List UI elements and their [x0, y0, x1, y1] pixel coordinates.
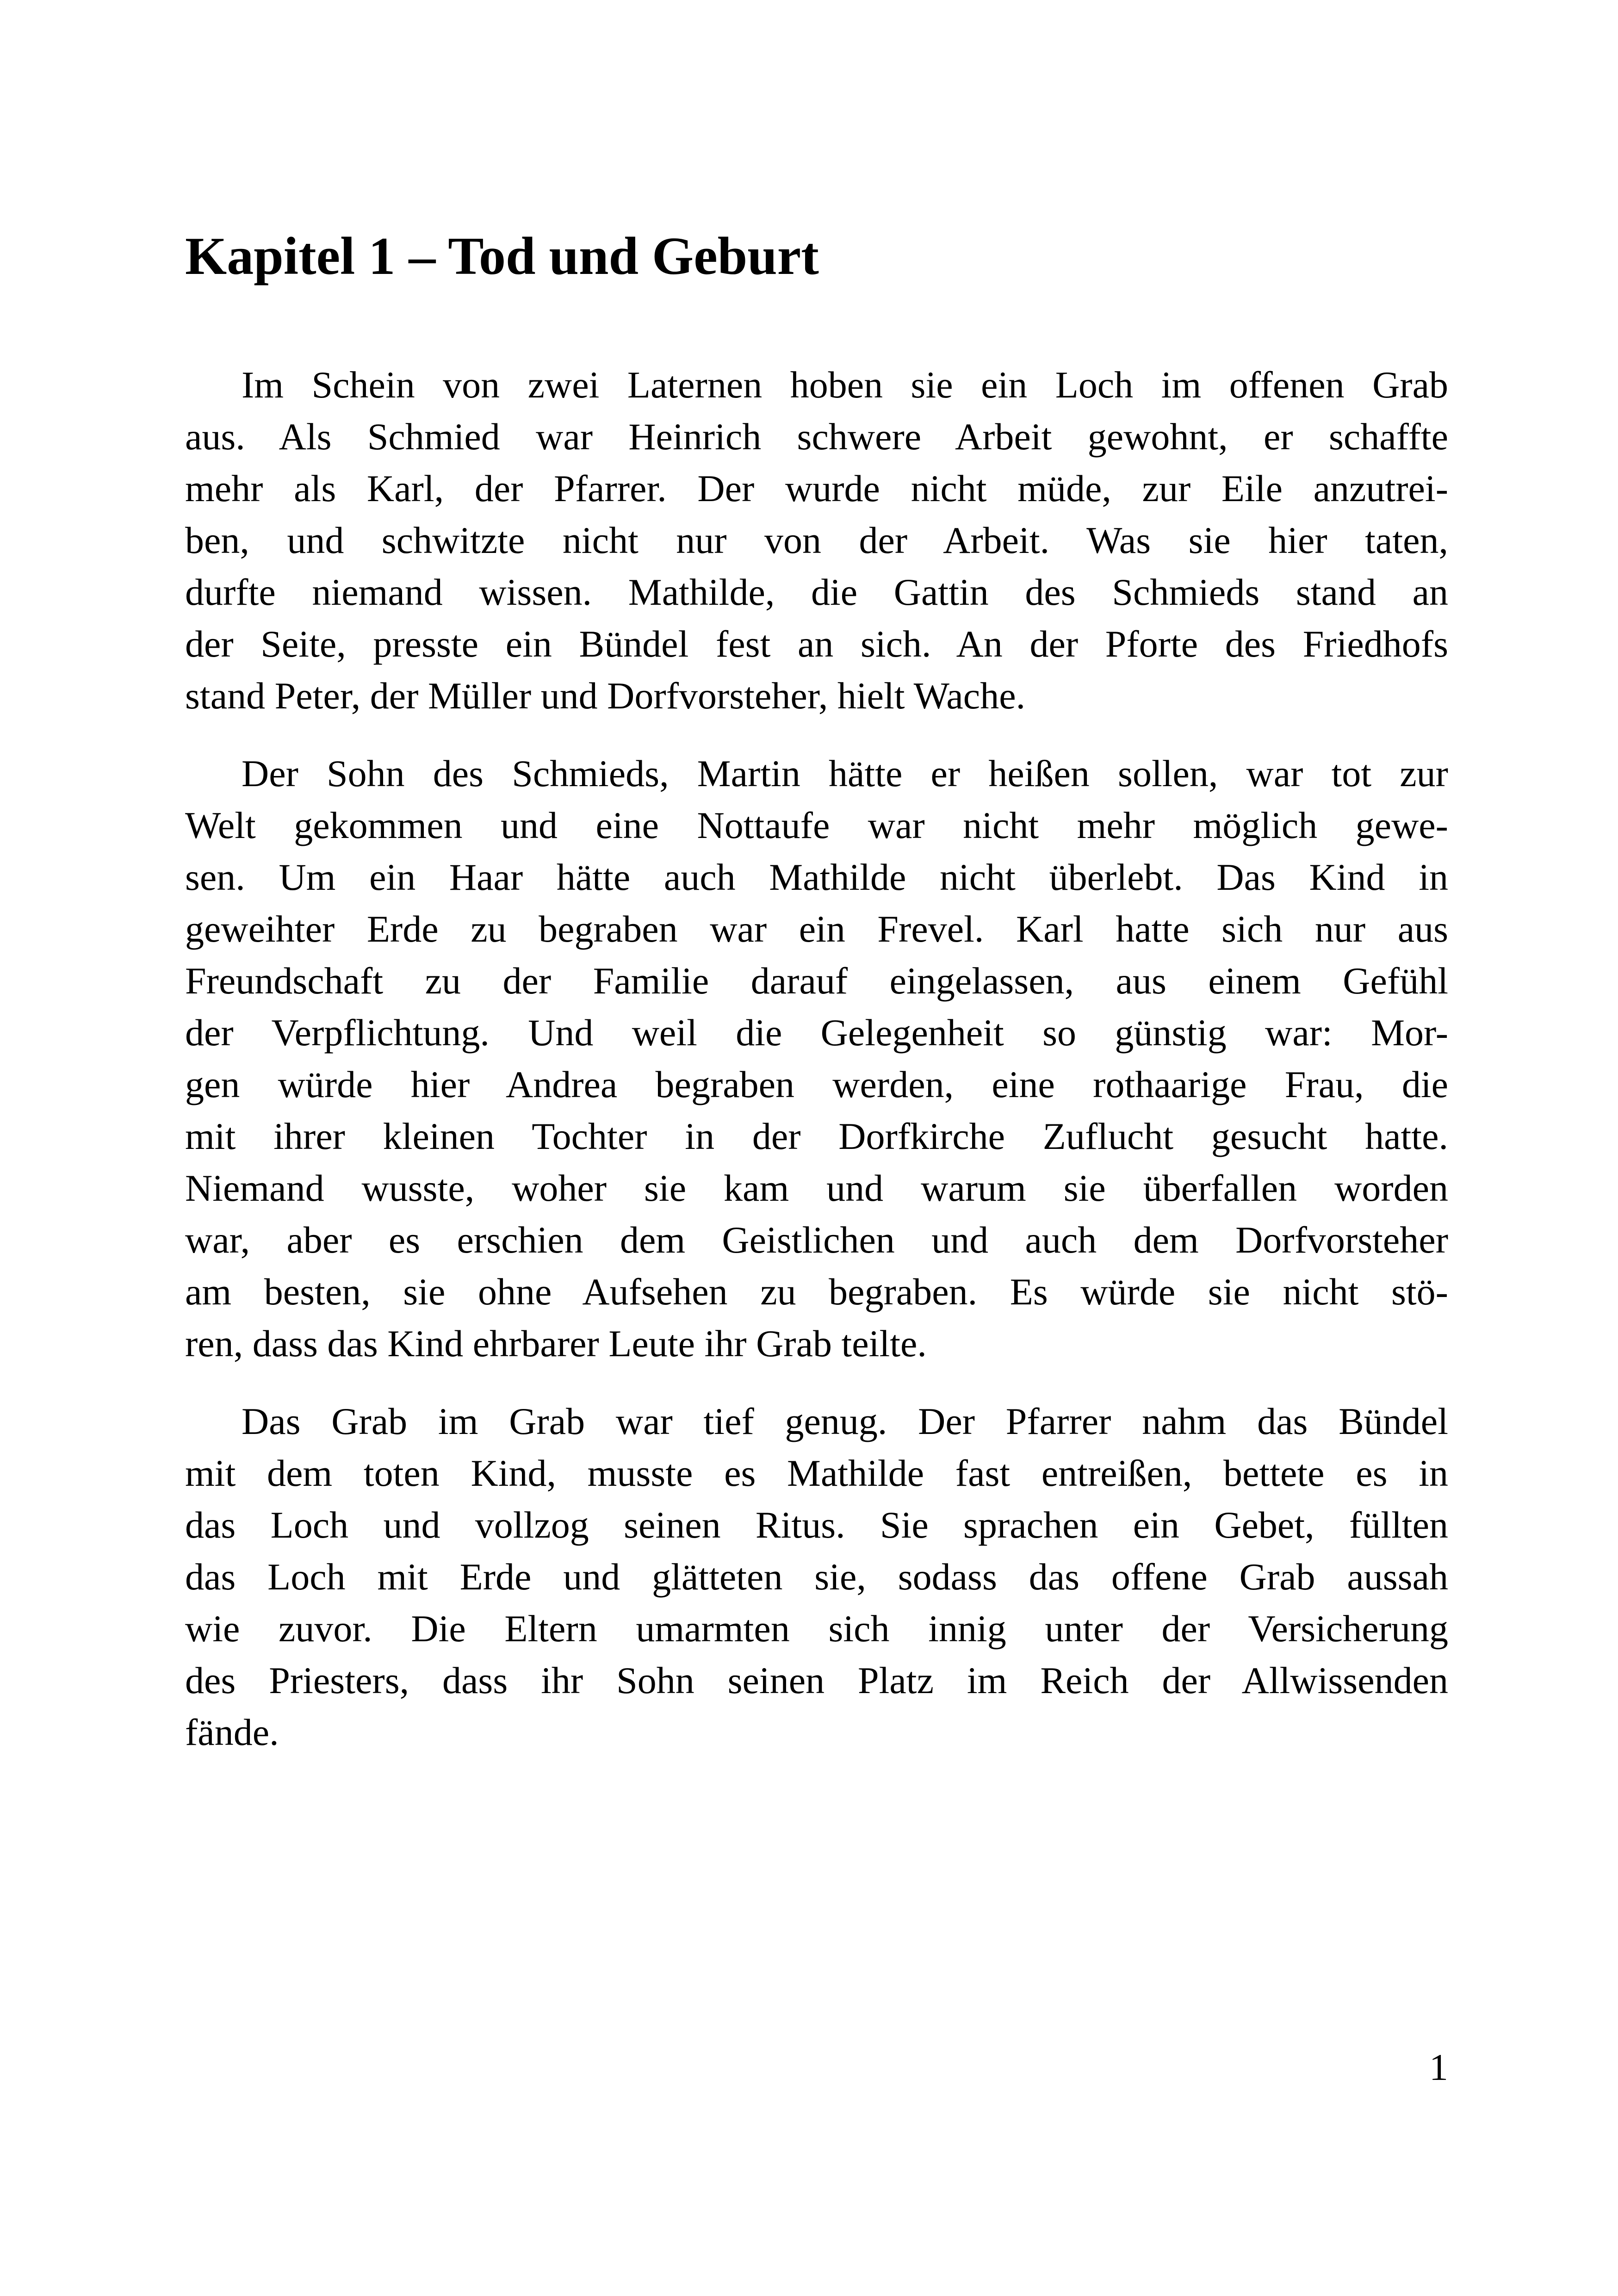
paragraph — [185, 748, 1448, 1370]
text-line: das Loch und vollzog seinen Ritus. Sie sprachen ein Gebet, füllten — [185, 1504, 1448, 1546]
text-line: durfte niemand wissen. Mathilde, die Gattin des Schmieds stand an — [185, 571, 1448, 613]
text-line: war, aber es erschien dem Geistlichen und auch dem Dorfvorsteher — [185, 1219, 1448, 1261]
text-line: der Verpflichtung. Und weil die Gelegenheit so günstig war: Mor- — [185, 1011, 1448, 1054]
text-line: Der Sohn des Schmieds, Martin hätte er heißen sollen, war tot zur — [242, 752, 1448, 794]
page-number: 1 — [1429, 2046, 1448, 2088]
text-line: am besten, sie ohne Aufsehen zu begraben. Es würde sie nicht stö- — [185, 1271, 1448, 1313]
text-line: der Seite, presste ein Bündel fest an sich. An der Pforte des Friedhofs — [185, 623, 1448, 665]
paragraph — [185, 1396, 1448, 1758]
text-line: wie zuvor. Die Eltern umarmten sich innig unter der Versicherung — [185, 1607, 1448, 1650]
paragraph — [185, 359, 1448, 722]
chapter-title: Kapitel 1 – Tod und Geburt — [185, 227, 819, 286]
text-line: das Loch mit Erde und glätteten sie, sodass das offene Grab aussah — [185, 1556, 1448, 1598]
text-line: mehr als Karl, der Pfarrer. Der wurde nicht müde, zur Eile anzutrei- — [185, 467, 1448, 509]
text-block — [185, 0, 1448, 1784]
text-line: Das Grab im Grab war tief genug. Der Pfarrer nahm das Bündel — [242, 1400, 1448, 1442]
text-line: ren, dass das Kind ehrbarer Leute ihr Grab teilte. — [185, 1322, 927, 1365]
text-line: Im Schein von zwei Laternen hoben sie ein Loch im offenen Grab — [242, 364, 1448, 406]
body-text — [185, 359, 1448, 1758]
text-line: Niemand wusste, woher sie kam und warum sie überfallen worden — [185, 1167, 1448, 1209]
text-line: des Priesters, dass ihr Sohn seinen Platz im Reich der Allwissenden — [185, 1659, 1448, 1701]
text-line: Freundschaft zu der Familie darauf eingelassen, aus einem Gefühl — [185, 960, 1448, 1002]
text-line: geweihter Erde zu begraben war ein Frevel. Karl hatte sich nur aus — [185, 908, 1448, 950]
text-line: gen würde hier Andrea begraben werden, eine rothaarige Frau, die — [185, 1063, 1448, 1105]
text-line: fände. — [185, 1711, 279, 1753]
text-line: Welt gekommen und eine Nottaufe war nicht mehr möglich gewe- — [185, 804, 1448, 846]
text-line: mit dem toten Kind, musste es Mathilde fast entreißen, bettete es in — [185, 1452, 1448, 1494]
text-line: sen. Um ein Haar hätte auch Mathilde nicht überlebt. Das Kind in — [185, 856, 1448, 898]
text-line: mit ihrer kleinen Tochter in der Dorfkirche Zuflucht gesucht hatte. — [185, 1115, 1448, 1157]
text-line: stand Peter, der Müller und Dorfvorsteher, hielt Wache. — [185, 675, 1026, 717]
text-line: aus. Als Schmied war Heinrich schwere Arbeit gewohnt, er schaffte — [185, 416, 1448, 458]
text-line: ben, und schwitzte nicht nur von der Arbeit. Was sie hier taten, — [185, 519, 1448, 561]
